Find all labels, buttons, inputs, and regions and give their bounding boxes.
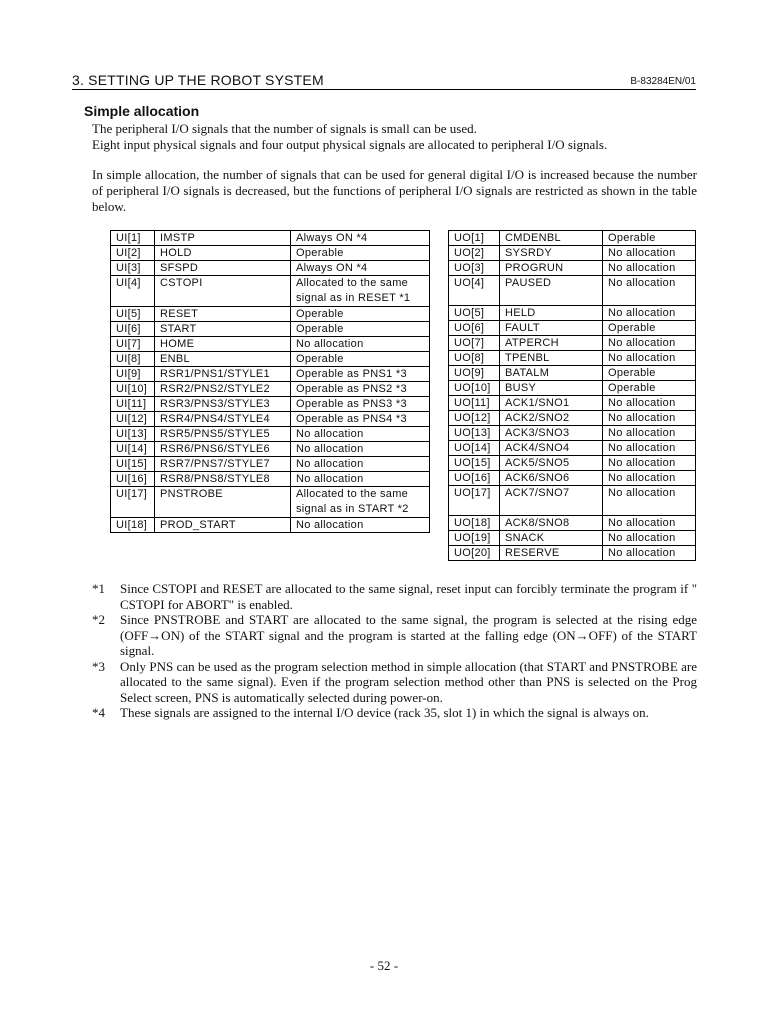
signal-name-cell: CSTOPI	[155, 276, 291, 307]
signal-name-cell: PROGRUN	[500, 261, 603, 276]
table-row	[111, 487, 430, 518]
signal-id-cell: UO[11]	[449, 396, 500, 411]
table-row	[449, 531, 696, 546]
signal-name-cell: RSR5/PNS5/STYLE5	[155, 427, 291, 442]
allocation-cell: No allocation	[603, 396, 696, 411]
footnote-mark: *2	[92, 612, 105, 627]
signal-id-cell: UI[3]	[111, 261, 155, 276]
signal-name-cell: ACK5/SNO5	[500, 456, 603, 471]
signal-name-cell: SYSRDY	[500, 246, 603, 261]
signal-id-cell: UO[16]	[449, 471, 500, 486]
table-row	[111, 352, 430, 367]
footnote-mark: *4	[92, 705, 105, 720]
chapter-title: 3. SETTING UP THE ROBOT SYSTEM	[72, 72, 324, 88]
table-row	[449, 231, 696, 246]
allocation-cell: No allocation	[291, 442, 430, 457]
allocation-cell: Operable	[603, 366, 696, 381]
table-row	[449, 396, 696, 411]
footnote-mark: *3	[92, 658, 105, 674]
table-row	[449, 546, 696, 561]
signal-id-cell: UO[3]	[449, 261, 500, 276]
allocation-cell: Always ON *4	[291, 261, 430, 276]
footnotes	[92, 581, 697, 721]
signal-id-cell: UI[15]	[111, 457, 155, 472]
signal-id-cell: UO[10]	[449, 381, 500, 396]
table-row	[111, 367, 430, 382]
signal-name-cell: TPENBL	[500, 351, 603, 366]
signal-name-cell: ATPERCH	[500, 336, 603, 351]
intro-paragraph-3: In simple allocation, the number of signals that can be used for general digital I/O is increased because the number of peripheral I/O signals is decreased, but the functions of peripheral I/O signals are restricted as shown in the table below.	[92, 167, 697, 214]
signal-name-cell: IMSTP	[155, 231, 291, 246]
allocation-cell: Operable	[291, 322, 430, 337]
table-row	[449, 336, 696, 351]
signal-name-cell: ACK7/SNO7	[500, 486, 603, 516]
table-row	[449, 426, 696, 441]
signal-id-cell: UO[4]	[449, 276, 500, 306]
allocation-cell: No allocation	[603, 426, 696, 441]
signal-id-cell: UO[15]	[449, 456, 500, 471]
signal-id-cell: UI[1]	[111, 231, 155, 246]
table-row	[449, 306, 696, 321]
signal-id-cell: UO[2]	[449, 246, 500, 261]
table-row	[449, 486, 696, 516]
table-row	[111, 276, 430, 307]
table-row	[111, 427, 430, 442]
allocation-cell: Operable	[603, 381, 696, 396]
allocation-cell: No allocation	[603, 531, 696, 546]
signal-id-cell: UO[20]	[449, 546, 500, 561]
table-row	[111, 412, 430, 427]
signal-id-cell: UI[6]	[111, 322, 155, 337]
signal-name-cell: START	[155, 322, 291, 337]
signal-name-cell: RSR1/PNS1/STYLE1	[155, 367, 291, 382]
footnote-text: Only PNS can be used as the program selection method in simple allocation (that START and PNSTROBE are allocated to the same signal). Even if the program selection method other than PNS is selected on the Prog Select screen, PNS is automatically selected during power-on.	[120, 658, 697, 705]
allocation-cell: No allocation	[603, 486, 696, 516]
allocation-cell: Operable	[603, 231, 696, 246]
signal-name-cell: SFSPD	[155, 261, 291, 276]
allocation-cell: No allocation	[291, 457, 430, 472]
signal-name-cell: ACK6/SNO6	[500, 471, 603, 486]
table-row	[111, 472, 430, 487]
signal-name-cell: ACK8/SNO8	[500, 516, 603, 531]
intro-paragraph-1: The peripheral I/O signals that the number of signals is small can be used.	[92, 121, 477, 136]
allocation-cell: No allocation	[603, 411, 696, 426]
signal-id-cell: UO[19]	[449, 531, 500, 546]
signal-id-cell: UI[7]	[111, 337, 155, 352]
signal-name-cell: FAULT	[500, 321, 603, 336]
signal-id-cell: UO[13]	[449, 426, 500, 441]
table-row	[111, 261, 430, 276]
table-row	[111, 322, 430, 337]
signal-id-cell: UO[18]	[449, 516, 500, 531]
table-row	[449, 456, 696, 471]
allocation-cell: No allocation	[603, 276, 696, 306]
signal-name-cell: RSR8/PNS8/STYLE8	[155, 472, 291, 487]
signal-name-cell: RESERVE	[500, 546, 603, 561]
footnote	[92, 705, 697, 721]
signal-name-cell: PROD_START	[155, 518, 291, 533]
footnote	[92, 612, 697, 659]
allocation-cell: Allocated to the same signal as in RESET *1	[291, 276, 430, 307]
signal-id-cell: UO[8]	[449, 351, 500, 366]
allocation-cell: Operable	[291, 246, 430, 261]
footnote	[92, 581, 697, 612]
signal-id-cell: UO[17]	[449, 486, 500, 516]
signal-name-cell: HOLD	[155, 246, 291, 261]
signal-id-cell: UO[6]	[449, 321, 500, 336]
signal-id-cell: UI[16]	[111, 472, 155, 487]
signal-id-cell: UI[14]	[111, 442, 155, 457]
table-row	[111, 518, 430, 533]
signal-id-cell: UO[1]	[449, 231, 500, 246]
signal-name-cell: RSR4/PNS4/STYLE4	[155, 412, 291, 427]
table-row	[111, 442, 430, 457]
allocation-cell: Operable	[291, 352, 430, 367]
allocation-cell: No allocation	[291, 427, 430, 442]
allocation-cell: No allocation	[291, 472, 430, 487]
signal-id-cell: UO[14]	[449, 441, 500, 456]
allocation-cell: No allocation	[603, 516, 696, 531]
signal-id-cell: UO[7]	[449, 336, 500, 351]
table-row	[449, 516, 696, 531]
allocation-cell: No allocation	[603, 351, 696, 366]
footnote-mark: *1	[92, 581, 105, 596]
signal-name-cell: ENBL	[155, 352, 291, 367]
input-signal-table	[110, 230, 430, 533]
signal-name-cell: BATALM	[500, 366, 603, 381]
signal-name-cell: PAUSED	[500, 276, 603, 306]
table-row	[111, 231, 430, 246]
intro-paragraph-2: Eight input physical signals and four output physical signals are allocated to peripheral I/O signals.	[92, 137, 608, 152]
signal-name-cell: PNSTROBE	[155, 487, 291, 518]
signal-name-cell: ACK1/SNO1	[500, 396, 603, 411]
allocation-cell: Operable as PNS2 *3	[291, 382, 430, 397]
page-number: - 52 -	[369, 958, 399, 973]
signal-id-cell: UO[5]	[449, 306, 500, 321]
signal-name-cell: SNACK	[500, 531, 603, 546]
allocation-cell: No allocation	[603, 336, 696, 351]
table-row	[449, 471, 696, 486]
signal-name-cell: HOME	[155, 337, 291, 352]
table-row	[449, 351, 696, 366]
allocation-cell: Operable as PNS4 *3	[291, 412, 430, 427]
signal-name-cell: RESET	[155, 307, 291, 322]
signal-name-cell: ACK3/SNO3	[500, 426, 603, 441]
table-row	[111, 246, 430, 261]
signal-name-cell: CMDENBL	[500, 231, 603, 246]
signal-id-cell: UO[12]	[449, 411, 500, 426]
footnote	[92, 659, 697, 706]
allocation-cell: Operable	[291, 307, 430, 322]
footnote-text: Since CSTOPI and RESET are allocated to the same signal, reset input can forcibly terminate the program if " CSTOPI for ABORT" is enabled.	[120, 581, 697, 612]
allocation-cell: No allocation	[603, 546, 696, 561]
signal-name-cell: RSR2/PNS2/STYLE2	[155, 382, 291, 397]
signal-id-cell: UO[9]	[449, 366, 500, 381]
signal-id-cell: UI[13]	[111, 427, 155, 442]
allocation-cell: Allocated to the same signal as in START *2	[291, 487, 430, 518]
section-title: Simple allocation	[84, 103, 200, 119]
signal-name-cell: RSR6/PNS6/STYLE6	[155, 442, 291, 457]
table-row	[111, 382, 430, 397]
allocation-cell: No allocation	[603, 456, 696, 471]
signal-id-cell: UI[2]	[111, 246, 155, 261]
document-number: B-83284EN/01	[630, 76, 696, 87]
allocation-cell: No allocation	[291, 518, 430, 533]
table-row	[111, 307, 430, 322]
signal-id-cell: UI[10]	[111, 382, 155, 397]
allocation-cell: No allocation	[603, 306, 696, 321]
table-row	[449, 411, 696, 426]
table-row	[449, 321, 696, 336]
signal-id-cell: UI[12]	[111, 412, 155, 427]
signal-id-cell: UI[17]	[111, 487, 155, 518]
allocation-cell: Operable as PNS1 *3	[291, 367, 430, 382]
footnote-text: Since PNSTROBE and START are allocated to the same signal, the program is selected at the rising edge (OFF→ON) of the START signal and the program is started at the falling edge (ON→OFF) of the START signal.	[120, 612, 697, 658]
signal-name-cell: BUSY	[500, 381, 603, 396]
allocation-cell: No allocation	[603, 441, 696, 456]
allocation-cell: Operable	[603, 321, 696, 336]
table-row	[111, 337, 430, 352]
signal-id-cell: UI[11]	[111, 397, 155, 412]
allocation-cell: No allocation	[603, 471, 696, 486]
footnote-text: These signals are assigned to the internal I/O device (rack 35, slot 1) in which the signal is always on.	[120, 705, 649, 720]
allocation-cell: No allocation	[603, 261, 696, 276]
table-row	[111, 457, 430, 472]
signal-id-cell: UI[4]	[111, 276, 155, 307]
signal-id-cell: UI[8]	[111, 352, 155, 367]
allocation-cell: No allocation	[603, 246, 696, 261]
table-row	[449, 366, 696, 381]
output-signal-table	[448, 230, 696, 561]
page-header	[72, 72, 696, 90]
allocation-cell: No allocation	[291, 337, 430, 352]
table-row	[111, 397, 430, 412]
signal-name-cell: RSR3/PNS3/STYLE3	[155, 397, 291, 412]
signal-name-cell: HELD	[500, 306, 603, 321]
signal-id-cell: UI[18]	[111, 518, 155, 533]
signal-name-cell: RSR7/PNS7/STYLE7	[155, 457, 291, 472]
signal-name-cell: ACK4/SNO4	[500, 441, 603, 456]
signal-name-cell: ACK2/SNO2	[500, 411, 603, 426]
signal-id-cell: UI[5]	[111, 307, 155, 322]
table-row	[449, 276, 696, 306]
table-row	[449, 381, 696, 396]
signal-id-cell: UI[9]	[111, 367, 155, 382]
table-row	[449, 441, 696, 456]
allocation-cell: Operable as PNS3 *3	[291, 397, 430, 412]
allocation-cell: Always ON *4	[291, 231, 430, 246]
table-row	[449, 246, 696, 261]
table-row	[449, 261, 696, 276]
